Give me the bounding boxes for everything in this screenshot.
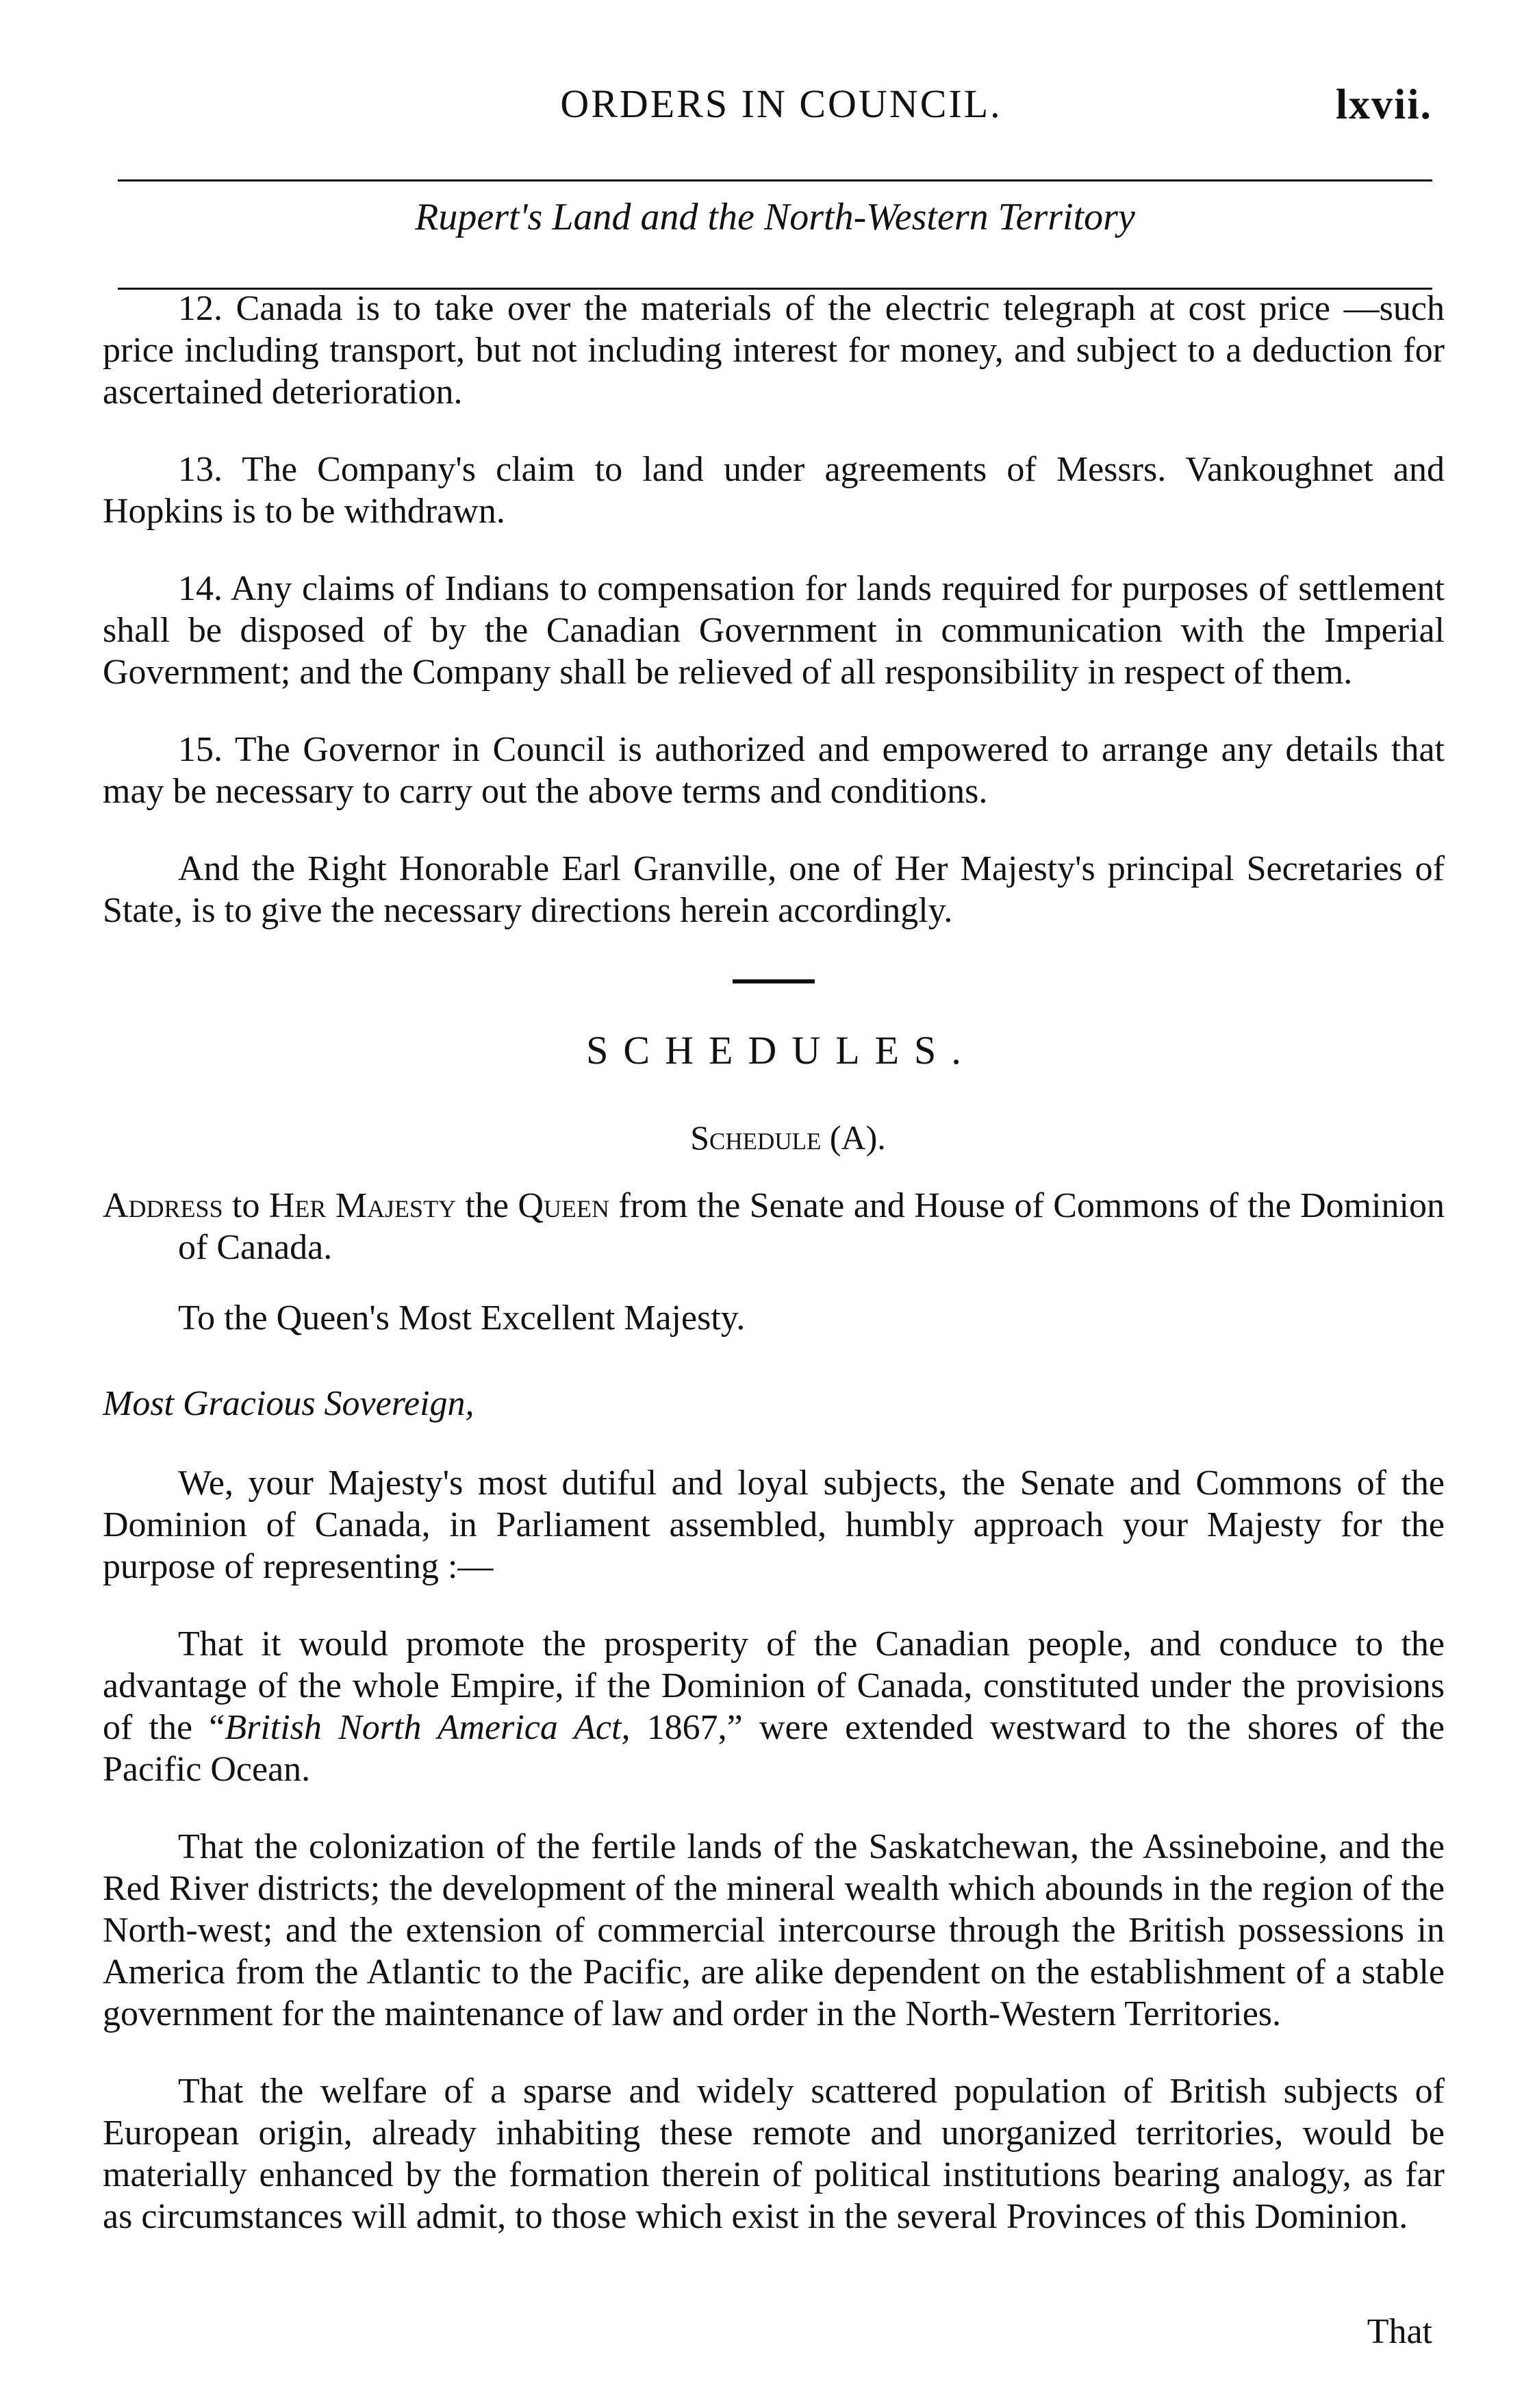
schedules-heading: SCHEDULES. — [586, 1028, 976, 1073]
address-queen: Queen — [518, 1186, 609, 1225]
schedule-a-heading: Schedule (A). — [690, 1118, 886, 1157]
page-number: lxvii. — [1335, 81, 1432, 128]
section-divider — [733, 979, 815, 983]
section-heading: Rupert's Land and the North-Western Territory — [415, 196, 1135, 238]
running-title: ORDERS IN COUNCIL. — [560, 81, 1002, 126]
greeting: Most Gracious Sovereign, — [103, 1384, 474, 1423]
address-her-majesty: Her Majesty — [268, 1186, 457, 1225]
address-heading — [103, 1185, 1445, 1268]
running-head — [0, 81, 1535, 136]
address-word: Address — [103, 1186, 223, 1225]
paragraph-15: 15. The Governor in Council is authorized and empowered to arrange any details that may be necessary to carry out the above terms and conditions. — [103, 730, 1445, 811]
header-rule-top — [118, 179, 1432, 181]
paragraph-14: 14. Any claims of Indians to compensation for lands required for purposes of settlement shall be disposed of by the Canadian Government in communication with the Imperial Government; and the Company shall be relieved of all responsibility in respect of them. — [103, 569, 1445, 692]
salutation: To the Queen's Most Excellent Majesty. — [178, 1299, 746, 1338]
act-title: British North America Act, — [225, 1708, 631, 1747]
paragraph-12: 12. Canada is to take over the materials of the electric telegraph at cost price —such price including transport, but not including interest for money, and subject to a deduction for ascertained deterioration. — [103, 289, 1445, 412]
body-paragraph-3: That the colonization of the fertile lands of the Saskatchewan, the Assineboine, and the Red River districts; the development of the mineral wealth which abounds in the region of the North-west; and the extension of commercial intercourse through the British possessions in America from the Atlantic to the Pacific, are alike dependent on the establishment of a stable government for the maintenance of law and order in the North-Western Territories. — [103, 1827, 1445, 2033]
body-paragraph-4: That the welfare of a sparse and widely scattered population of British subjects of European origin, already inhabiting these remote and unorganized territories, would be materially enhanced by the formation therein of political institutions bearing analogy, as far as circumstances will admit, to those which exist in the several Provinces of this Dominion. — [103, 2072, 1445, 2236]
body-paragraph-2-a: That it would promote the prosperity of the Canadian people, and conduce to the advantage of the whole Empire, if the Dominion of Canada, constituted under the provisions of the “ — [103, 1625, 1445, 1747]
closing-paragraph: And the Right Honorable Earl Granville, one of Her Majesty's principal Secretaries of State, is to give the necessary directions herein accordingly. — [103, 849, 1445, 930]
paragraph-13: 13. The Company's claim to land under agreements of Messrs. Vankoughnet and Hopkins is to be withdrawn. — [103, 450, 1445, 531]
catchword: That — [1367, 2312, 1432, 2351]
address-text-2: the — [456, 1186, 518, 1225]
address-text-1: to — [223, 1186, 269, 1225]
body-paragraph-2-b: 1867,” were extended westward to the shores of the Pacific Ocean. — [103, 1708, 1445, 1789]
address-body — [103, 1462, 1445, 2237]
terms-paragraphs — [103, 288, 1445, 931]
body-paragraph-1: We, your Majesty's most dutiful and loyal subjects, the Senate and Commons of the Dominion of Canada, in Parliament assembled, humbly approach your Majesty for the purpose of representing :— — [103, 1464, 1445, 1586]
body-paragraph-2 — [103, 1623, 1445, 1790]
address-text-3: from the Senate and House of Commons of the Dominion of Canada. — [178, 1186, 1445, 1267]
